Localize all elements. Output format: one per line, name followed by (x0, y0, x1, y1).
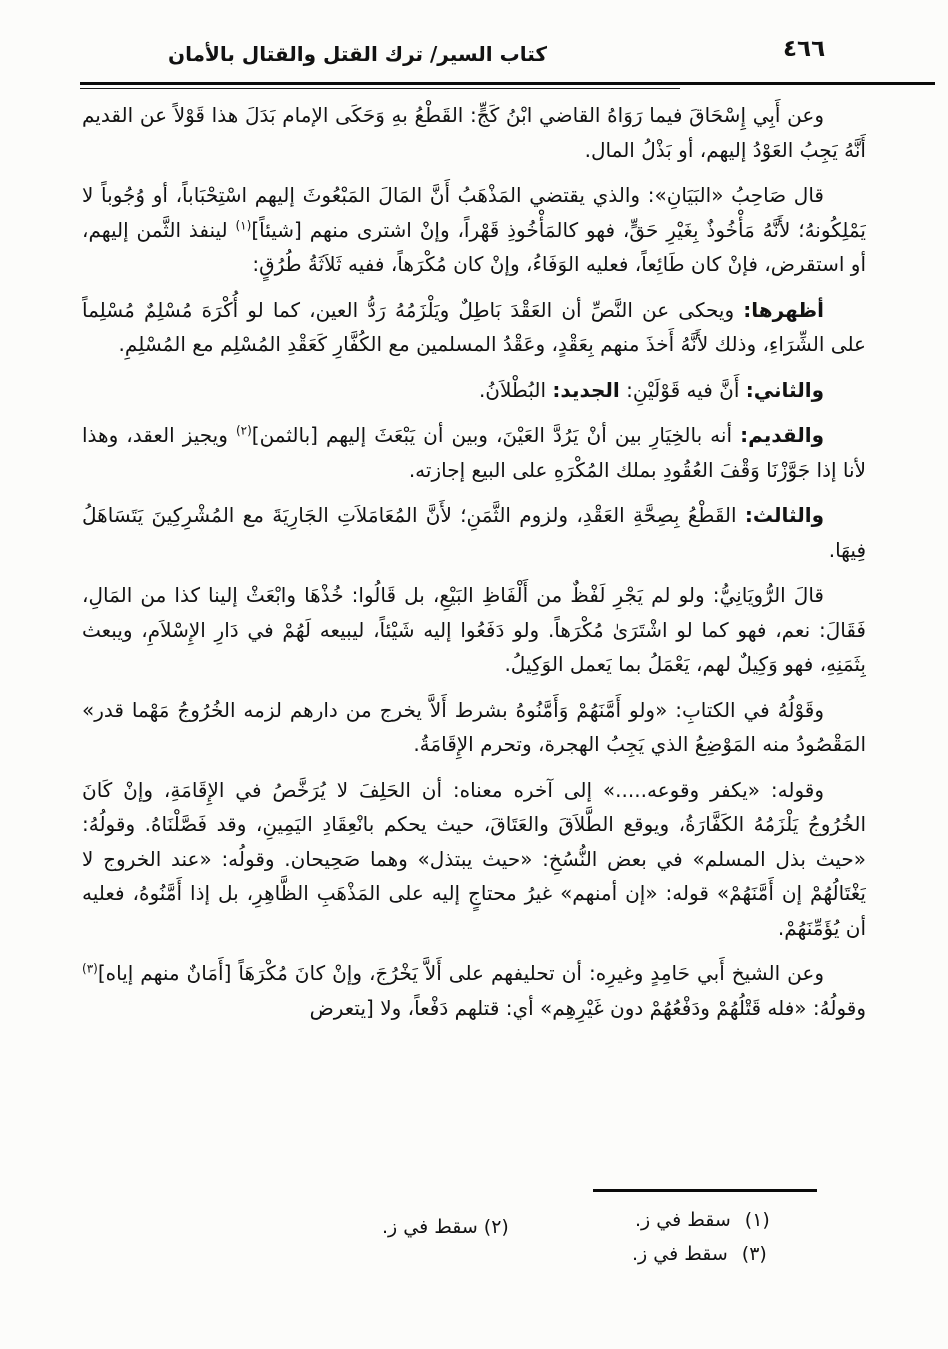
text-run: قال صَاحِبُ «البَيَانِ»: والذي يقتضي المَذْهَبُ أَنَّ المَالَ المَبْعُوثَ إليهم اسْتِحْبَاباً، أو وُجُوباً لا يَمْلِكُونهُ؛ لأَنَّهُ مَأْخُوذٌ بِغَيْرِ حَقٍّ، فهو كالمَأْخُوذِ قَهْراً، وإنْ اشترى منهم [شيئاً] (82, 183, 866, 242)
paragraph (82, 956, 866, 1025)
text-run: قالَ الرُّويَانِيُّ: ولو لم يَجْرِ لَفْظٌ من أَلْفَاظِ البَيْعِ، بل قَالُوا: خُذْهَا وابْعَثْ إلينا كذا من المَالِ، فَقَالَ: نعم، فهو كما لو اشْتَرَىٰ مُكْرَهاً. ولو دَفَعُوا إليه شَيْئاً، ليبيعه لَهُمْ في دَارِ الإِسْلاَمِ، ويبعث بِثَمَنِهِ، فهو وَكِيلٌ لهم، يَعْمَلُ بما يَعمل الوَكِيلُ. (82, 583, 866, 676)
footnote-separator-rule (593, 1189, 817, 1192)
paragraph (82, 773, 866, 946)
text-run: القَطْعُ بِصِحَّةِ العَقْدِ، ولزوم الثَّمَنِ؛ لأَنَّ المُعَامَلاَتِ الجَارِيَةَ مع المُشْرِكِينَ يَتَسَاهَلُ فِيهَا. (82, 503, 866, 562)
footnote-ref: (١) (235, 217, 252, 232)
footnote-gap (478, 1212, 484, 1242)
text-run: وقوله: «يكفر وقوعه.....» إلى آخره معناه: أن الحَلِفَ لا يُرَخَّصُ في الإِقَامَةِ، وإنْ كَانَ الخُرُوجُ يَلْزَمُهُ الكَفَّارَةُ، ويوقع الطَّلاَقَ والعَتَاقَ، حيث يحكم بانْعِقَادِ اليَمِينِ، وقد فَصَّلْنَاهُ. وقولُهُ: «حيث بذل المسلم» في بعض النُّسُخِ: «حيث يبتذل» وهما صَحِيحان. وقولُه: «عند الخروج لا يَغْتَالُهُمْ إن أَمَّنَهُمْ» قوله: «إن أمنهم» غيرُ محتاجٍ إليه على المَذْهَبِ الظَّاهِرِ، بل إذا أَمَّنُوهُ، فعليه أن يُؤَمِّنَهُمْ. (82, 777, 866, 940)
footnote-marker: (٣) (741, 1243, 767, 1265)
header-rule-thick (80, 82, 935, 85)
footnote-item-1 (635, 1205, 770, 1235)
text-run: أَنَّ فيه قَوْلَيْنِ: (619, 377, 746, 402)
footnote-item-2 (382, 1212, 509, 1242)
page-number: ٤٦٦ (783, 36, 826, 62)
footnote-text: سقط في ز. (635, 1209, 731, 1231)
paragraph (82, 578, 866, 682)
page-body (82, 98, 866, 1176)
footnote-ref: (٣) (82, 961, 98, 976)
lead-word: الجديد: (552, 377, 620, 402)
lead-word: أظهرها: (743, 297, 824, 322)
footnote-marker: (٢) (483, 1216, 509, 1238)
paragraph (82, 693, 866, 762)
header-rule-thin (80, 88, 680, 89)
text-run: أنه بالخِيَارِ بين أنْ يَرُدَّ العَيْنَ، وبين أن يَبْعَثَ إليهم [بالثمن] (251, 423, 741, 447)
lead-word: والثاني: (745, 377, 824, 402)
paragraph (82, 98, 866, 167)
text-run: ويجيز العقد، وهذا لأنا إذا جَوَّزْنَا وَقْفَ العُقُودِ بملك المُكْرَهِ على البيع إجازته. (82, 423, 866, 482)
text-run: وعن الشيخ أَبي حَامِدٍ وغيرِه: أن تحليفهم على أَلاَّ يَخْرُجَ، وإنْ كانَ مُكْرَهَاً [أَمَانٌ منهم إياه] (97, 961, 824, 985)
paragraph (82, 418, 866, 487)
footnote-text: سقط في ز. (632, 1243, 728, 1265)
footnote-text: سقط في ز. (382, 1216, 478, 1238)
paragraph (82, 293, 866, 362)
text-run: وقَوْلُهُ في الكتابِ: «ولو أَمَّنَهُمْ وَأَمَّنُوهُ بشرط أَلاَّ يخرج من دارهم لزمه الخُرُوجُ مَهْما قدر» المَقْصُودُ منه المَوْضِعُ الذي يَجِبُ الهجرة، وتحرم الإِقَامَةُ. (82, 697, 866, 756)
running-header-title: كتاب السير/ ترك القتل والقتال بالأمان (168, 42, 547, 66)
text-run: ويحكى عن النَّصِّ أن العَقْدَ بَاطِلٌ ويَلْزَمُهُ رَدُّ العين، كما لو أُكْرَهَ مُسْلِمٌ مُسْلِماً على الشِّرَاءِ، وذلك لأَنَّهُ أَخذَ منهم بِعَقْدٍ، وعَقْدُ المسلمين مع الكُفَّارِ كَعَقْدِ المُسْلِم مع المُسْلِمِ. (82, 297, 866, 356)
footnote-item-3 (632, 1239, 767, 1269)
text-run: البُطْلاَنُ. (478, 377, 553, 402)
footnote-gap (731, 1205, 745, 1235)
footnote-ref: (٢) (235, 423, 252, 438)
paragraph (82, 178, 866, 282)
text-run: وعن أَبِي إِسْحَاقَ فيما رَوَاهُ القاضي ابْنُ كَجٍّ: القَطْعُ بهِ وَحَكَى الإمام بَدَلَ هذا قَوْلاً عن القديم أَنَّهُ يَجِبُ العَوْدُ إليهم، أو بَذْلُ المال. (82, 103, 866, 162)
lead-word: والثالث: (744, 503, 824, 527)
lead-word: والقديم: (740, 423, 825, 447)
footnote-gap (728, 1239, 742, 1269)
footnote-marker: (١) (744, 1209, 770, 1231)
text-run: وقولُهُ: «فله قَتْلُهُمْ ودَفْعُهُمْ دون غَيْرِهِم» أي: قتلهم دَفْعاً، ولا [يتعرض (309, 995, 866, 1020)
paragraph (82, 498, 866, 567)
paragraph (82, 373, 866, 408)
text-run: لينفذ الثَّمن إليهم، أو استقرض، فإنْ كان طَائِعاً، فعليه الوَفَاءُ، وإنْ كان مُكْرَهاً، ففيه ثَلاَثَةُ طُرُقٍ: (82, 217, 866, 276)
